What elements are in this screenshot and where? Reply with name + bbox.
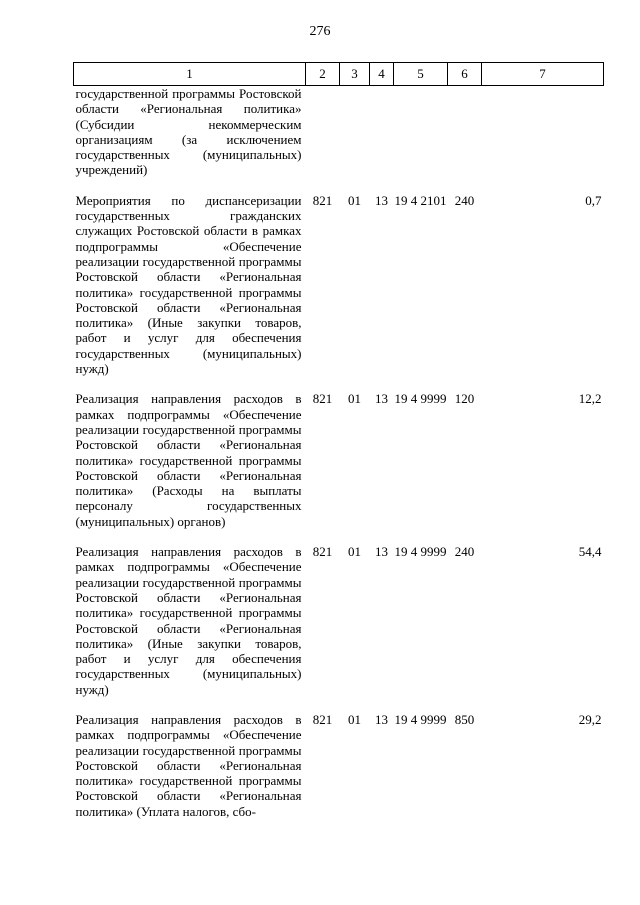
- table-row: [74, 86, 604, 193]
- row-amount: 29,2: [578, 711, 602, 727]
- row-target-article: 19 4 9999: [394, 711, 447, 727]
- header-col-6: 6: [448, 63, 482, 86]
- table-body: [74, 86, 604, 835]
- row-expense-type: [448, 86, 482, 193]
- row-ministry-code: 821: [312, 391, 333, 407]
- row-target-article: 19 4 9999: [394, 544, 447, 560]
- row-subsection-code: 13: [375, 544, 388, 560]
- row-target-article: 19 4 2101: [394, 192, 447, 208]
- header-col-5: 5: [394, 63, 448, 86]
- row-expense-type: 850: [454, 711, 475, 727]
- row-expense-type: 120: [454, 391, 475, 407]
- row-amount: 0,7: [585, 192, 602, 208]
- row-ministry-code: 821: [312, 711, 333, 727]
- page-number: 276: [309, 24, 331, 39]
- row-amount: 54,4: [578, 544, 602, 560]
- table-row: [74, 193, 604, 392]
- row-ministry-code: [306, 86, 340, 193]
- row-amount: [482, 86, 604, 193]
- row-target-article: [394, 86, 448, 193]
- header-col-3: 3: [340, 63, 370, 86]
- row-subsection-code: 13: [375, 192, 388, 208]
- row-name: Реализация направления расходов в рамках подпрограммы «Обеспечение реализации государственной программы Ростовской области «Региональная политика» государственной программы Ростовской области «Региональная политика» (Иные закупки товаров, работ и услуг для обеспечения государственных (муниципальных) нужд): [75, 544, 302, 697]
- row-section-code: 01: [348, 391, 361, 407]
- row-ministry-code: 821: [312, 544, 333, 560]
- row-name: Реализация направления расходов в рамках подпрограммы «Обеспечение реализации государственной программы Ростовской области «Региональная политика» государственной программы Ростовской области «Региональная политика» (Уплата налогов, сбо-: [75, 711, 302, 819]
- table-row: [74, 544, 604, 712]
- header-col-2: 2: [306, 63, 340, 86]
- header-row: [74, 63, 604, 86]
- row-subsection-code: 13: [375, 711, 388, 727]
- row-amount: 12,2: [578, 391, 602, 407]
- row-subsection-code: [370, 86, 394, 193]
- row-target-article: 19 4 9999: [394, 391, 447, 407]
- header-col-1: 1: [74, 63, 306, 86]
- table-header: [74, 63, 604, 86]
- row-name: Мероприятия по диспансеризации государственных гражданских служащих Ростовской области в рамках подпрограммы «Обеспечение реализации государственной программы Ростовской области «Региональная политика» государственной программы Ростовской области «Региональная политика» (Иные закупки товаров, работ и услуг для обеспечения государственных (муниципальных) нужд): [75, 192, 302, 377]
- row-ministry-code: 821: [312, 192, 333, 208]
- row-name: государственной программы Ростовской области «Региональная политика» (Субсидии некоммерческим организациям (за исключением государственных (муниципальных) учреждений): [75, 86, 302, 178]
- table-row: [74, 712, 604, 834]
- header-col-4: 4: [370, 63, 394, 86]
- row-name: Реализация направления расходов в рамках подпрограммы «Обеспечение реализации государственной программы Ростовской области «Региональная политика» государственной программы Ростовской области «Региональная политика» (Расходы на выплаты персоналу государственных (муниципальных) органов): [75, 391, 302, 529]
- row-section-code: 01: [348, 544, 361, 560]
- row-section-code: 01: [348, 192, 361, 208]
- row-section-code: [340, 86, 370, 193]
- row-expense-type: 240: [454, 192, 475, 208]
- budget-table: [73, 62, 604, 834]
- row-section-code: 01: [348, 711, 361, 727]
- header-col-7: 7: [482, 63, 604, 86]
- row-subsection-code: 13: [375, 391, 388, 407]
- row-expense-type: 240: [454, 544, 475, 560]
- table-row: [74, 391, 604, 544]
